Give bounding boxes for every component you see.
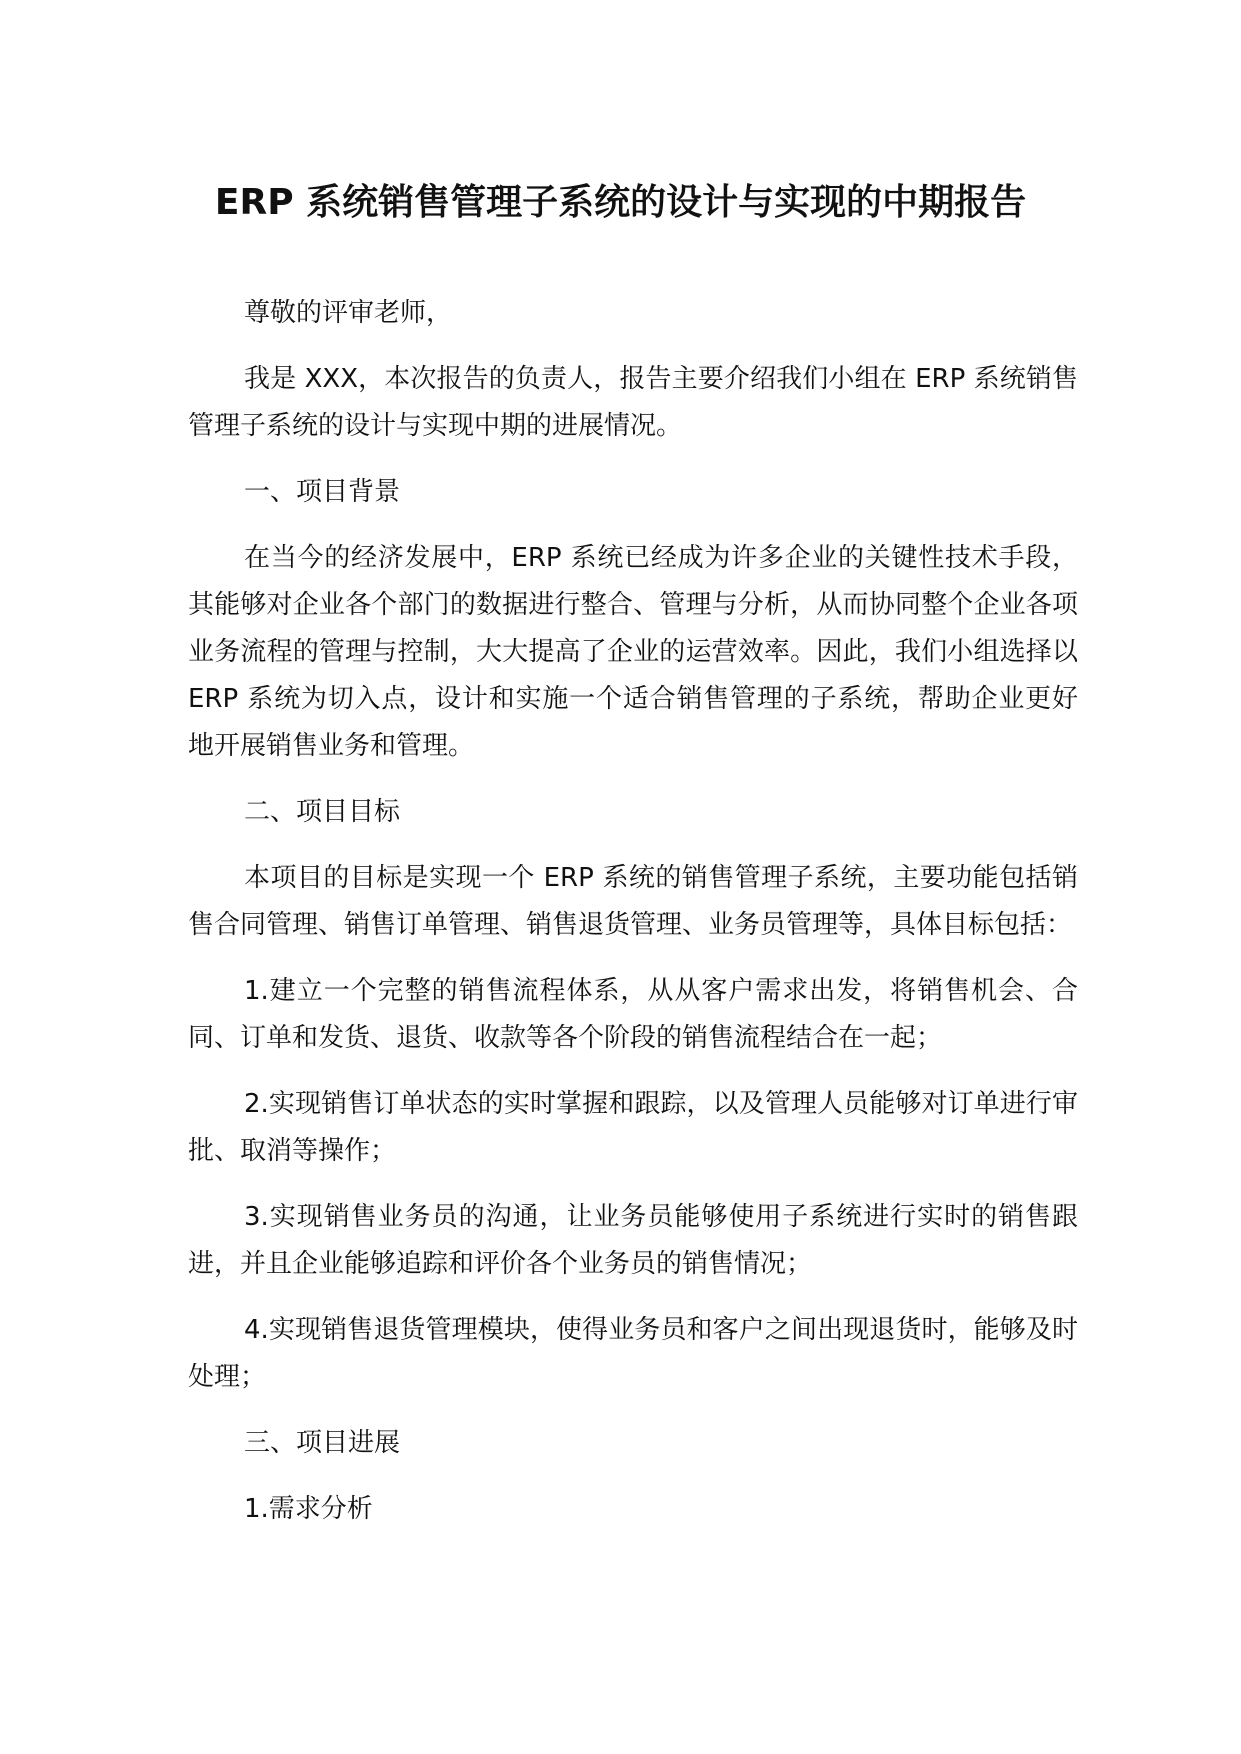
goals-paragraph: 本项目的目标是实现一个 ERP 系统的销售管理子系统，主要功能包括销售合同管理、销售订单管理、销售退货管理、业务员管理等，具体目标包括： — [188, 863, 1078, 940]
goal-item-2: 2.实现销售订单状态的实时掌握和跟踪，以及管理人员能够对订单进行审批、取消等操作； — [188, 1089, 1078, 1166]
background-paragraph: 在当今的经济发展中，ERP 系统已经成为许多企业的关键性技术手段，其能够对企业各个部门的数据进行整合、管理与分析，从而协同整个企业各项业务流程的管理与控制，大大提高了企业的运营效率。因此，我们小组选择以 ERP 系统为切入点，设计和实施一个适合销售管理的子系统，帮助企业更好地开展销售业务和管理。 — [188, 543, 1078, 761]
section-heading-background: 一、项目背景 — [244, 477, 401, 507]
intro-paragraph: 我是 XXX，本次报告的负责人，报告主要介绍我们小组在 ERP 系统销售管理子系统的设计与实现中期的进展情况。 — [188, 364, 1078, 441]
goal-item-4: 4.实现销售退货管理模块，使得业务员和客户之间出现退货时，能够及时处理； — [188, 1315, 1078, 1392]
greeting-paragraph: 尊敬的评审老师， — [244, 298, 453, 328]
section-heading-goals: 二、项目目标 — [244, 797, 401, 827]
goal-item-3: 3.实现销售业务员的沟通，让业务员能够使用子系统进行实时的销售跟进，并且企业能够追踪和评价各个业务员的销售情况； — [188, 1202, 1078, 1279]
document-body — [188, 290, 1078, 1533]
goal-item-1: 1.建立一个完整的销售流程体系，从从客户需求出发，将销售机会、合同、订单和发货、退货、收款等各个阶段的销售流程结合在一起； — [188, 976, 1078, 1053]
document-title: ERP 系统销售管理子系统的设计与实现的中期报告 — [214, 182, 1027, 223]
section-heading-progress: 三、项目进展 — [244, 1428, 401, 1458]
progress-item-1: 1.需求分析 — [244, 1494, 373, 1524]
